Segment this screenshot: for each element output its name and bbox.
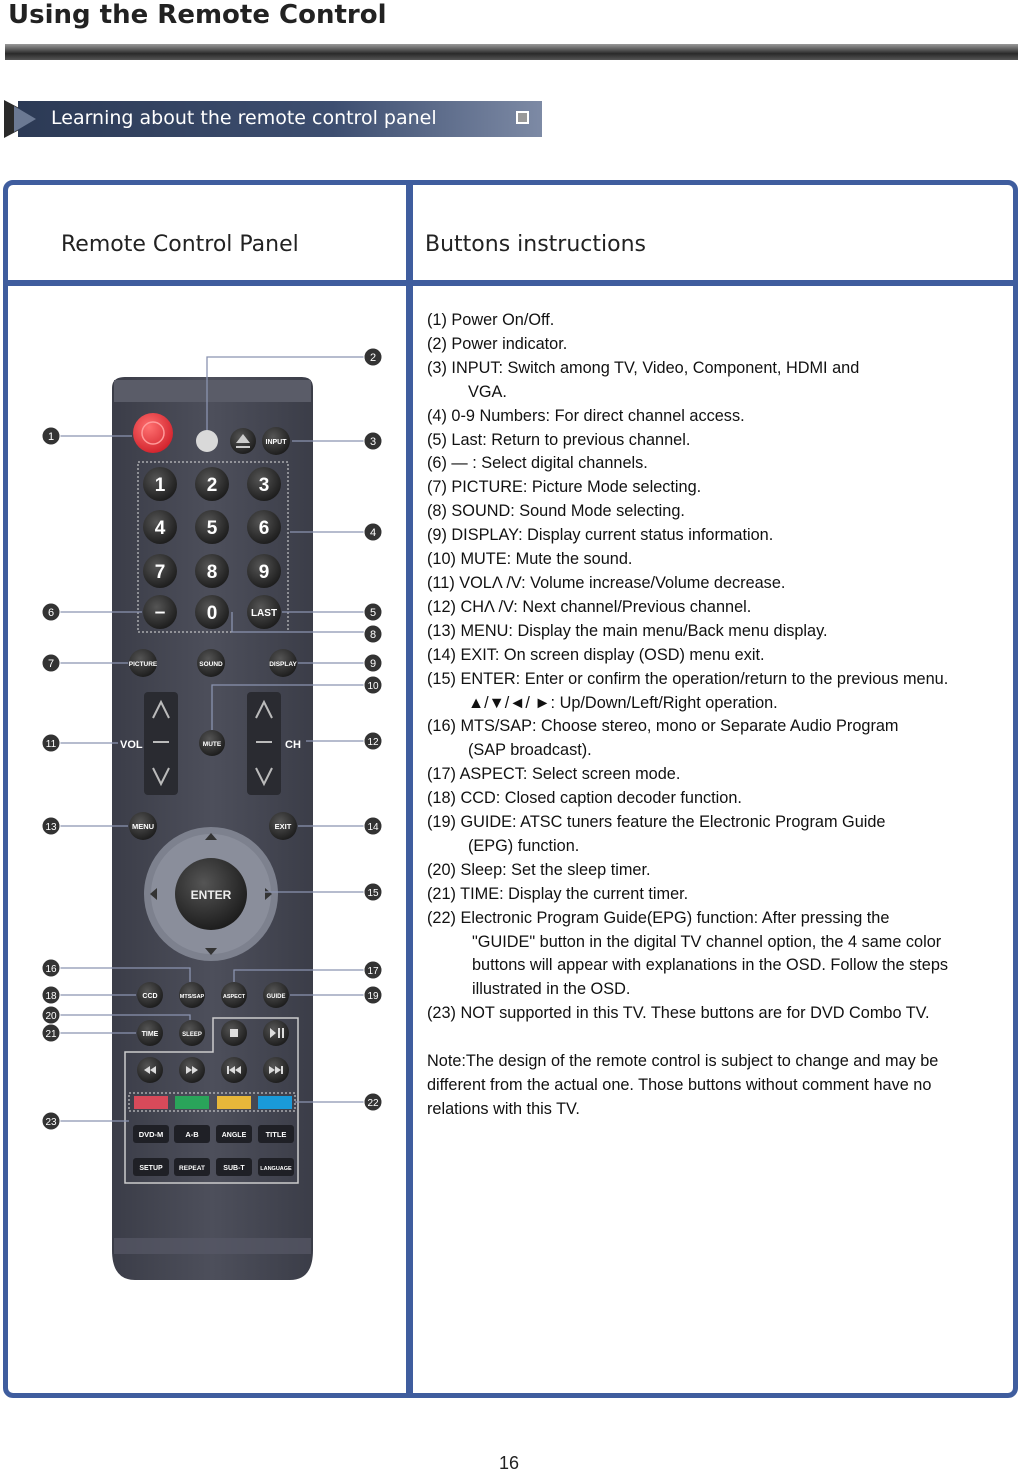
stop-icon — [230, 1029, 238, 1037]
instruction-line: (EPG) function. — [468, 836, 580, 855]
vol-rocker[interactable] — [144, 692, 178, 795]
vol-label: VOL — [120, 739, 143, 751]
angle-label: ANGLE — [221, 1132, 247, 1139]
instructions-list — [427, 309, 1012, 1122]
section-arrow-inner-icon — [14, 106, 36, 132]
table-divider-vertical — [406, 184, 413, 1396]
dash-label: – — [154, 602, 166, 623]
callout-number: 1 — [47, 431, 55, 443]
instruction-line: illustrated in the OSD. — [472, 980, 631, 999]
vol-mid-icon — [153, 741, 169, 743]
blue-key-button[interactable] — [258, 1096, 292, 1109]
green-key-button[interactable] — [175, 1096, 209, 1109]
instruction-line: (15) ENTER: Enter or confirm the operation/return to the previous menu. — [427, 669, 949, 688]
last-label: LAST — [250, 608, 278, 619]
a-b-label: A-B — [185, 1130, 199, 1139]
callout-number: 8 — [369, 629, 377, 641]
remote-bottom-strip — [114, 1238, 311, 1254]
callout-number: 12 — [367, 737, 379, 748]
instruction-line: (9) DISPLAY: Display current status information. — [427, 526, 774, 545]
instruction-line: (17) ASPECT: Select screen mode. — [427, 765, 681, 784]
callout-number: 22 — [367, 1098, 379, 1109]
title-label: TITLE — [265, 1130, 287, 1139]
instruction-line: (23) NOT supported in this TV. These buttons are for DVD Combo TV. — [427, 1004, 930, 1023]
note-line: relations with this TV. — [427, 1100, 580, 1118]
instruction-line: "GUIDE" button in the digital TV channel option, the 4 same color — [472, 932, 942, 951]
aspect-label: ASPECT — [222, 994, 246, 1000]
callout-number: 14 — [367, 822, 379, 833]
buttons-instructions-header: Buttons instructions — [425, 232, 646, 257]
num-9-label: 9 — [258, 562, 270, 583]
instruction-line: (18) CCD: Closed caption decoder function. — [427, 789, 742, 808]
instruction-line: (11) VOLΛ /V: Volume increase/Volume decrease. — [427, 573, 786, 592]
mute-label: MUTE — [202, 741, 222, 748]
instruction-line: (20) Sleep: Set the sleep timer. — [427, 860, 651, 879]
power-button[interactable] — [133, 413, 173, 453]
page-number: 16 — [499, 1453, 520, 1473]
instruction-line: (1) Power On/Off. — [427, 311, 555, 329]
repeat-label: REPEAT — [179, 1165, 205, 1172]
remote-panel-header: Remote Control Panel — [61, 232, 299, 257]
instruction-line: (5) Last: Return to previous channel. — [427, 430, 691, 449]
instruction-line: (14) EXIT: On screen display (OSD) menu exit. — [427, 645, 765, 664]
callout-number: 6 — [47, 607, 55, 619]
ch-rocker[interactable] — [247, 692, 281, 795]
mts-sap-label: MTS/SAP — [179, 994, 205, 1000]
num-8-label: 8 — [206, 562, 218, 583]
callout-number: 3 — [369, 436, 377, 448]
callout-number: 15 — [367, 888, 379, 899]
language-label: LANGUAGE — [260, 1166, 292, 1172]
callout-number: 18 — [45, 991, 57, 1002]
instruction-line: (10) MUTE: Mute the sound. — [427, 550, 633, 569]
num-4-label: 4 — [154, 518, 166, 539]
dvd-m-label: DVD-M — [138, 1130, 164, 1139]
sound-label: SOUND — [199, 661, 223, 668]
setup-label: SETUP — [139, 1165, 163, 1172]
num-1-label: 1 — [154, 475, 166, 496]
sub-t-label: SUB-T — [223, 1165, 245, 1172]
callout-number: 5 — [369, 607, 377, 619]
callout-number: 4 — [369, 527, 377, 539]
instruction-line: (22) Electronic Program Guide(EPG) function: After pressing the — [427, 908, 890, 927]
instruction-line: (16) MTS/SAP: Choose stereo, mono or Separate Audio Program — [427, 717, 899, 736]
num-5-label: 5 — [206, 518, 218, 539]
power-indicator — [196, 430, 218, 452]
instruction-line: VGA. — [468, 382, 507, 401]
instruction-line: buttons will appear with explanations in the OSD. Follow the steps — [472, 956, 949, 975]
sleep-label: SLEEP — [182, 1032, 202, 1038]
yellow-key-button[interactable] — [217, 1096, 251, 1109]
menu-label: MENU — [131, 822, 155, 831]
callout-number: 10 — [367, 681, 379, 692]
num-7-label: 7 — [154, 562, 166, 583]
num-0-label: 0 — [206, 603, 218, 624]
guide-label: GUIDE — [266, 994, 286, 1000]
instruction-line: (2) Power indicator. — [427, 334, 568, 353]
callout-number: 17 — [367, 966, 379, 977]
callout-number: 21 — [45, 1029, 57, 1040]
time-label: TIME — [141, 1031, 159, 1038]
input-label: INPUT — [265, 439, 287, 446]
section-square-icon — [516, 111, 529, 124]
red-key-button[interactable] — [134, 1096, 168, 1109]
note-line: Note:The design of the remote control is subject to change and may be — [427, 1052, 939, 1071]
ch-label: CH — [285, 739, 301, 751]
instruction-line: (8) SOUND: Sound Mode selecting. — [427, 502, 685, 521]
exit-label: EXIT — [274, 822, 292, 831]
note-line: different from the actual one. Those buttons without comment have no — [427, 1076, 932, 1095]
table-divider-horizontal — [6, 280, 1016, 286]
instruction-line: (3) INPUT: Switch among TV, Video, Component, HDMI and — [427, 358, 860, 377]
num-2-label: 2 — [206, 475, 218, 496]
title-bar — [5, 44, 1018, 60]
instruction-line: (13) MENU: Display the main menu/Back menu display. — [427, 621, 828, 640]
ch-mid-icon — [256, 741, 272, 743]
instruction-line: (19) GUIDE: ATSC tuners feature the Electronic Program Guide — [427, 813, 886, 832]
instruction-line: (4) 0-9 Numbers: For direct channel access. — [427, 406, 745, 425]
instruction-line: ▲/▼/◄/ ►: Up/Down/Left/Right operation. — [468, 693, 778, 712]
instruction-line: (7) PICTURE: Picture Mode selecting. — [427, 478, 702, 497]
callout-number: 16 — [45, 964, 57, 975]
callout-number: 23 — [45, 1117, 57, 1128]
section-title: Learning about the remote control panel — [51, 107, 437, 129]
callout-number: 11 — [45, 739, 57, 750]
callout-number: 13 — [45, 822, 57, 833]
callout-number: 2 — [369, 352, 377, 364]
callout-number: 7 — [47, 658, 55, 670]
remote-top-strip — [114, 380, 311, 402]
num-6-label: 6 — [258, 518, 270, 539]
callout-number: 20 — [45, 1011, 57, 1022]
enter-label: ENTER — [190, 888, 232, 902]
remote-illustration — [30, 340, 400, 1290]
ccd-label: CCD — [142, 993, 158, 1000]
display-label: DISPLAY — [269, 661, 297, 668]
num-3-label: 3 — [258, 475, 270, 496]
instruction-line: (6) — : Select digital channels. — [427, 454, 648, 473]
instruction-line: (SAP broadcast). — [468, 741, 592, 760]
instruction-line: (12) CHΛ /V: Next channel/Previous channel. — [427, 597, 752, 616]
instruction-line: (21) TIME: Display the current timer. — [427, 884, 689, 903]
picture-label: PICTURE — [128, 661, 158, 668]
callout-number: 19 — [367, 991, 379, 1002]
page-title: Using the Remote Control — [8, 0, 387, 30]
callout-number: 9 — [369, 658, 377, 670]
